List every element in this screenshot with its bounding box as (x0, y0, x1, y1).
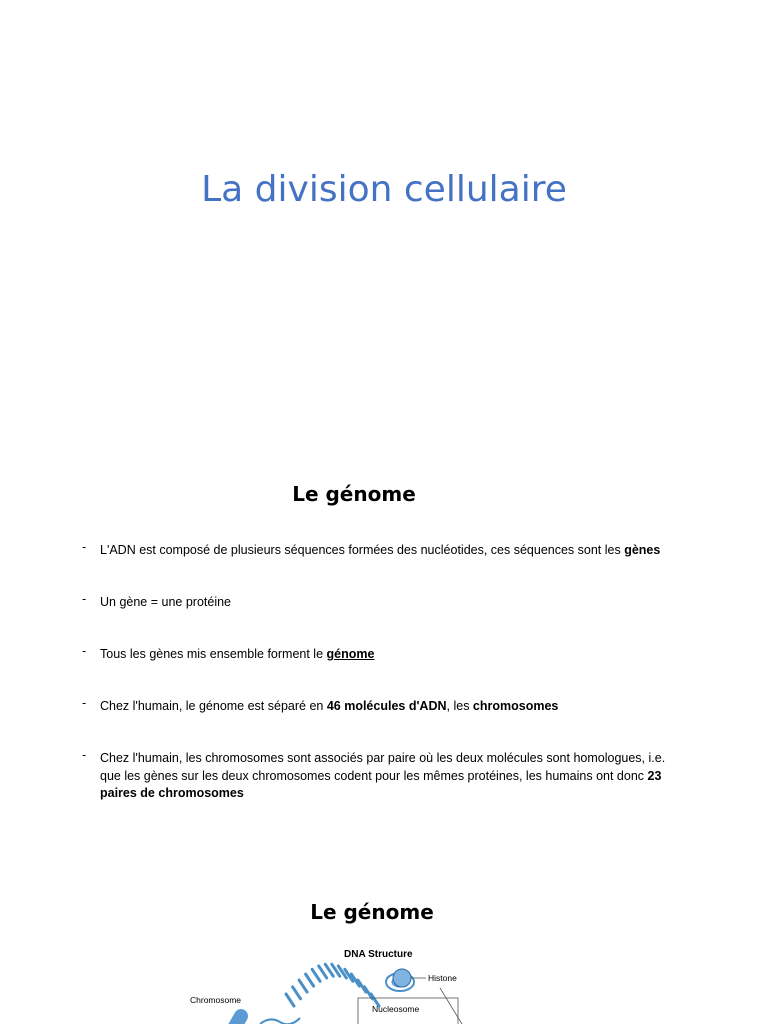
nucleosome-label: Nucleosome (372, 1004, 420, 1014)
slide-title: La division cellulaire (201, 169, 567, 210)
bullet-bold-term: 23 paires de chromosomes (100, 768, 662, 800)
bullet-marker: - (82, 644, 87, 658)
bullet-marker: - (82, 748, 87, 762)
bullet-bold-term: chromosomes (472, 699, 559, 713)
section-heading-genome-2: Le génome (310, 900, 434, 924)
bullet-bold-term: 46 molécules d'ADN (326, 699, 447, 713)
fiber-coil-segment (299, 980, 307, 992)
bullet-item (82, 594, 682, 612)
chromosome-icon (223, 1007, 250, 1024)
bullet-text: L'ADN est composé de plusieurs séquences formées des nucléotides, ces séquences sont les (100, 543, 625, 557)
chromosome-label: Chromosome (190, 995, 242, 1005)
bullet-marker: - (82, 540, 87, 554)
bullet-bold-term: génome (326, 647, 375, 661)
bullet-item (82, 750, 682, 803)
bullet-bold-term: gènes (624, 543, 661, 557)
histone-icon (393, 969, 426, 987)
bullet-item (82, 698, 682, 716)
bullet-text: , les (446, 699, 473, 713)
bullet-text: Chez l'humain, le génome est séparé en (100, 699, 327, 713)
bullet-text: Tous les gènes mis ensemble forment le (100, 647, 327, 661)
connector-line (440, 988, 462, 1024)
diagram-title: DNA Structure (344, 949, 413, 960)
dna-strand-icon (260, 1018, 300, 1024)
fiber-coil-segment (293, 987, 301, 999)
dna-structure-diagram (180, 940, 480, 1024)
section-heading-genome: Le génome (292, 482, 416, 506)
bullet-marker: - (82, 696, 87, 710)
bullet-item (82, 646, 682, 664)
fiber-coil-segment (286, 994, 294, 1006)
fiber-coil-segment (312, 969, 320, 981)
bullet-text: Chez l'humain, les chromosomes sont associés par paire où les deux molécules sont homologues, i.e. que les gènes sur les deux chromosomes codent pour les mêmes protéines, les humains ont donc (100, 751, 666, 783)
fiber-coil-segment (306, 974, 314, 986)
bullet-marker: - (82, 592, 87, 606)
chromatin-fiber-icon (286, 964, 379, 1006)
bullet-item (82, 542, 682, 560)
fiber-coil-segment (319, 966, 327, 978)
bullet-text: Un gène = une protéine (100, 595, 232, 609)
histone-label: Histone (428, 973, 457, 983)
